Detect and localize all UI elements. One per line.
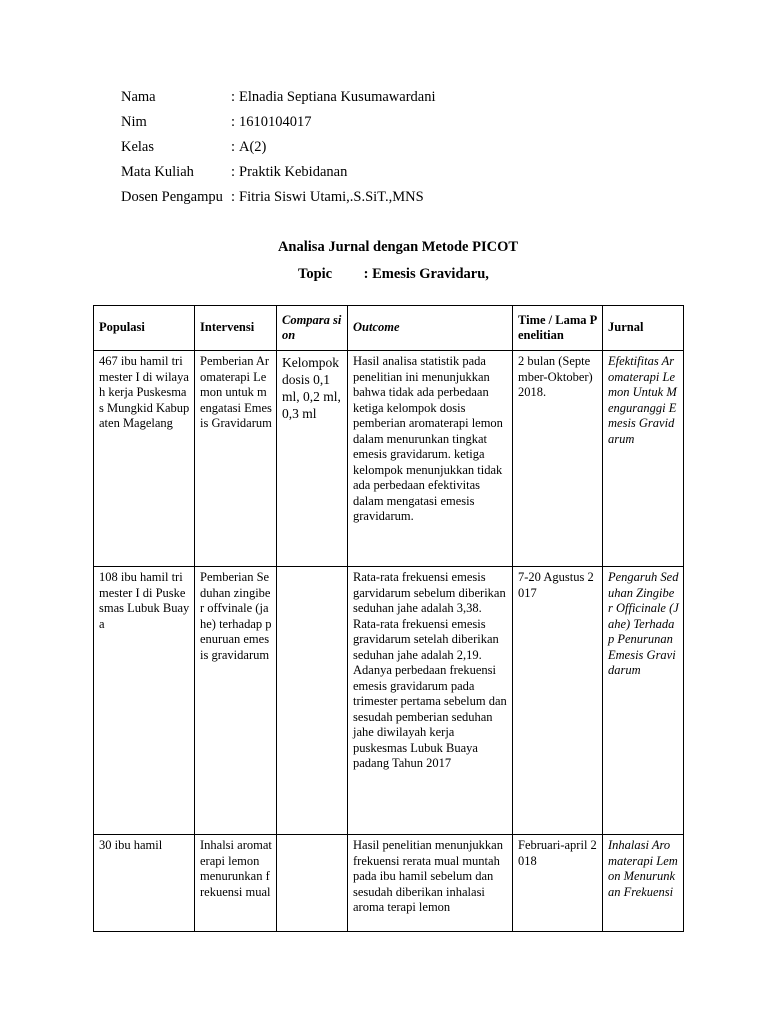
cell-comparison (277, 567, 348, 835)
cell-outcome: Hasil penelitian menunjukkan frekuensi rerata mual muntah pada ibu hamil sebelum dan sesudah diberikan inhalasi aroma terapi lemon (348, 835, 513, 932)
cell-intervensi: Pemberian Seduhan zingiber offvinale (jahe) terhadap penuruan emesis gravidarum (195, 567, 277, 835)
topic-separator: : (363, 266, 369, 282)
info-value: Praktik Kebidanan (239, 164, 348, 180)
info-separator: : (231, 139, 236, 155)
cell-jurnal: Inhalasi Aromaterapi Lemon Menurunkan Frekuensi (603, 835, 684, 932)
cell-jurnal: Pengaruh Seduhan Zingiber Officinale (Jahe) Terhadap Penurunan Emesis Gravidarum (603, 567, 684, 835)
topic-line (298, 265, 489, 283)
table-row (94, 567, 684, 835)
cell-outcome: Rata-rata frekuensi emesis garvidarum sebelum diberikan seduhan jahe adalah 3,38. Rata-rata frekuensi emesis gravidarum setelah diberikan seduhan jahe adalah 2,19. Adanya perbedaan frekuensi emesis gravidarum pada trimester pertama sebelum dan sesudah pemberian seduhan jahe diwilayah kerja puskesmas Lubuk Buaya padang Tahun 2017 (348, 567, 513, 835)
cell-time: 2 bulan (September-Oktober) 2018. (513, 351, 603, 567)
cell-time: 7-20 Agustus 2017 (513, 567, 603, 835)
info-value: 1610104017 (239, 114, 312, 130)
student-info (121, 87, 436, 212)
info-row-nama (121, 87, 436, 112)
cell-intervensi: Inhalsi aromaterapi lemon menurunkan frekuensi mual (195, 835, 277, 932)
header-time: Time / Lama Penelitian (513, 306, 603, 351)
header-comparison: Compara sion (277, 306, 348, 351)
cell-comparison (277, 835, 348, 932)
info-row-nim (121, 112, 436, 137)
cell-outcome: Hasil analisa statistik pada penelitian ini menunjukkan bahwa tidak ada perbedaan ketiga kelompok dosis pemberian aromaterapi lemon dalam menurunkan tingkat emesis gravidarum. ketiga kelompok menunjukkan tidak ada perbedaan efektivitas dalam mengatasi emesis gravidarum. (348, 351, 513, 567)
info-label: Mata Kuliah (121, 164, 194, 180)
document-title: Analisa Jurnal dengan Metode PICOT (277, 239, 519, 255)
info-row-kelas (121, 137, 436, 162)
cell-comparison: Kelompok dosis 0,1 ml, 0,2 ml, 0,3 ml (277, 351, 348, 567)
info-label: Dosen Pengampu (121, 189, 223, 205)
header-populasi: Populasi (94, 306, 195, 351)
info-row-dosen-pengampu (121, 187, 436, 212)
cell-populasi: 467 ibu hamil trimester I di wilayah kerja Puskesmas Mungkid Kabupaten Magelang (94, 351, 195, 567)
info-value: Elnadia Septiana Kusumawardani (239, 89, 436, 105)
table-row (94, 351, 684, 567)
info-label: Nim (121, 114, 147, 130)
header-intervensi: Intervensi (195, 306, 277, 351)
info-row-mata-kuliah (121, 162, 436, 187)
info-separator: : (231, 164, 236, 180)
info-label: Nama (121, 89, 156, 105)
info-label: Kelas (121, 139, 155, 155)
table-row (94, 835, 684, 932)
info-separator: : (231, 89, 236, 105)
header-outcome: Outcome (348, 306, 513, 351)
info-separator: : (231, 114, 236, 130)
info-value: Fitria Siswi Utami,.S.SiT.,MNS (239, 189, 424, 205)
cell-time: Februari-april 2018 (513, 835, 603, 932)
table-header-row (94, 306, 684, 351)
header-jurnal: Jurnal (603, 306, 684, 351)
cell-populasi: 108 ibu hamil trimester I di Puskesmas Lubuk Buaya (94, 567, 195, 835)
topic-value: Emesis Gravidaru, (372, 266, 489, 282)
info-separator: : (231, 189, 236, 205)
picot-table (93, 305, 684, 932)
info-value: A(2) (239, 139, 267, 155)
cell-populasi: 30 ibu hamil (94, 835, 195, 932)
cell-jurnal: Efektifitas Aromaterapi Lemon Untuk Menguranggi Emesis Gravidarum (603, 351, 684, 567)
cell-intervensi: Pemberian Aromaterapi Lemon untuk mengatasi Emesis Gravidarum (195, 351, 277, 567)
topic-label: Topic (298, 266, 333, 282)
